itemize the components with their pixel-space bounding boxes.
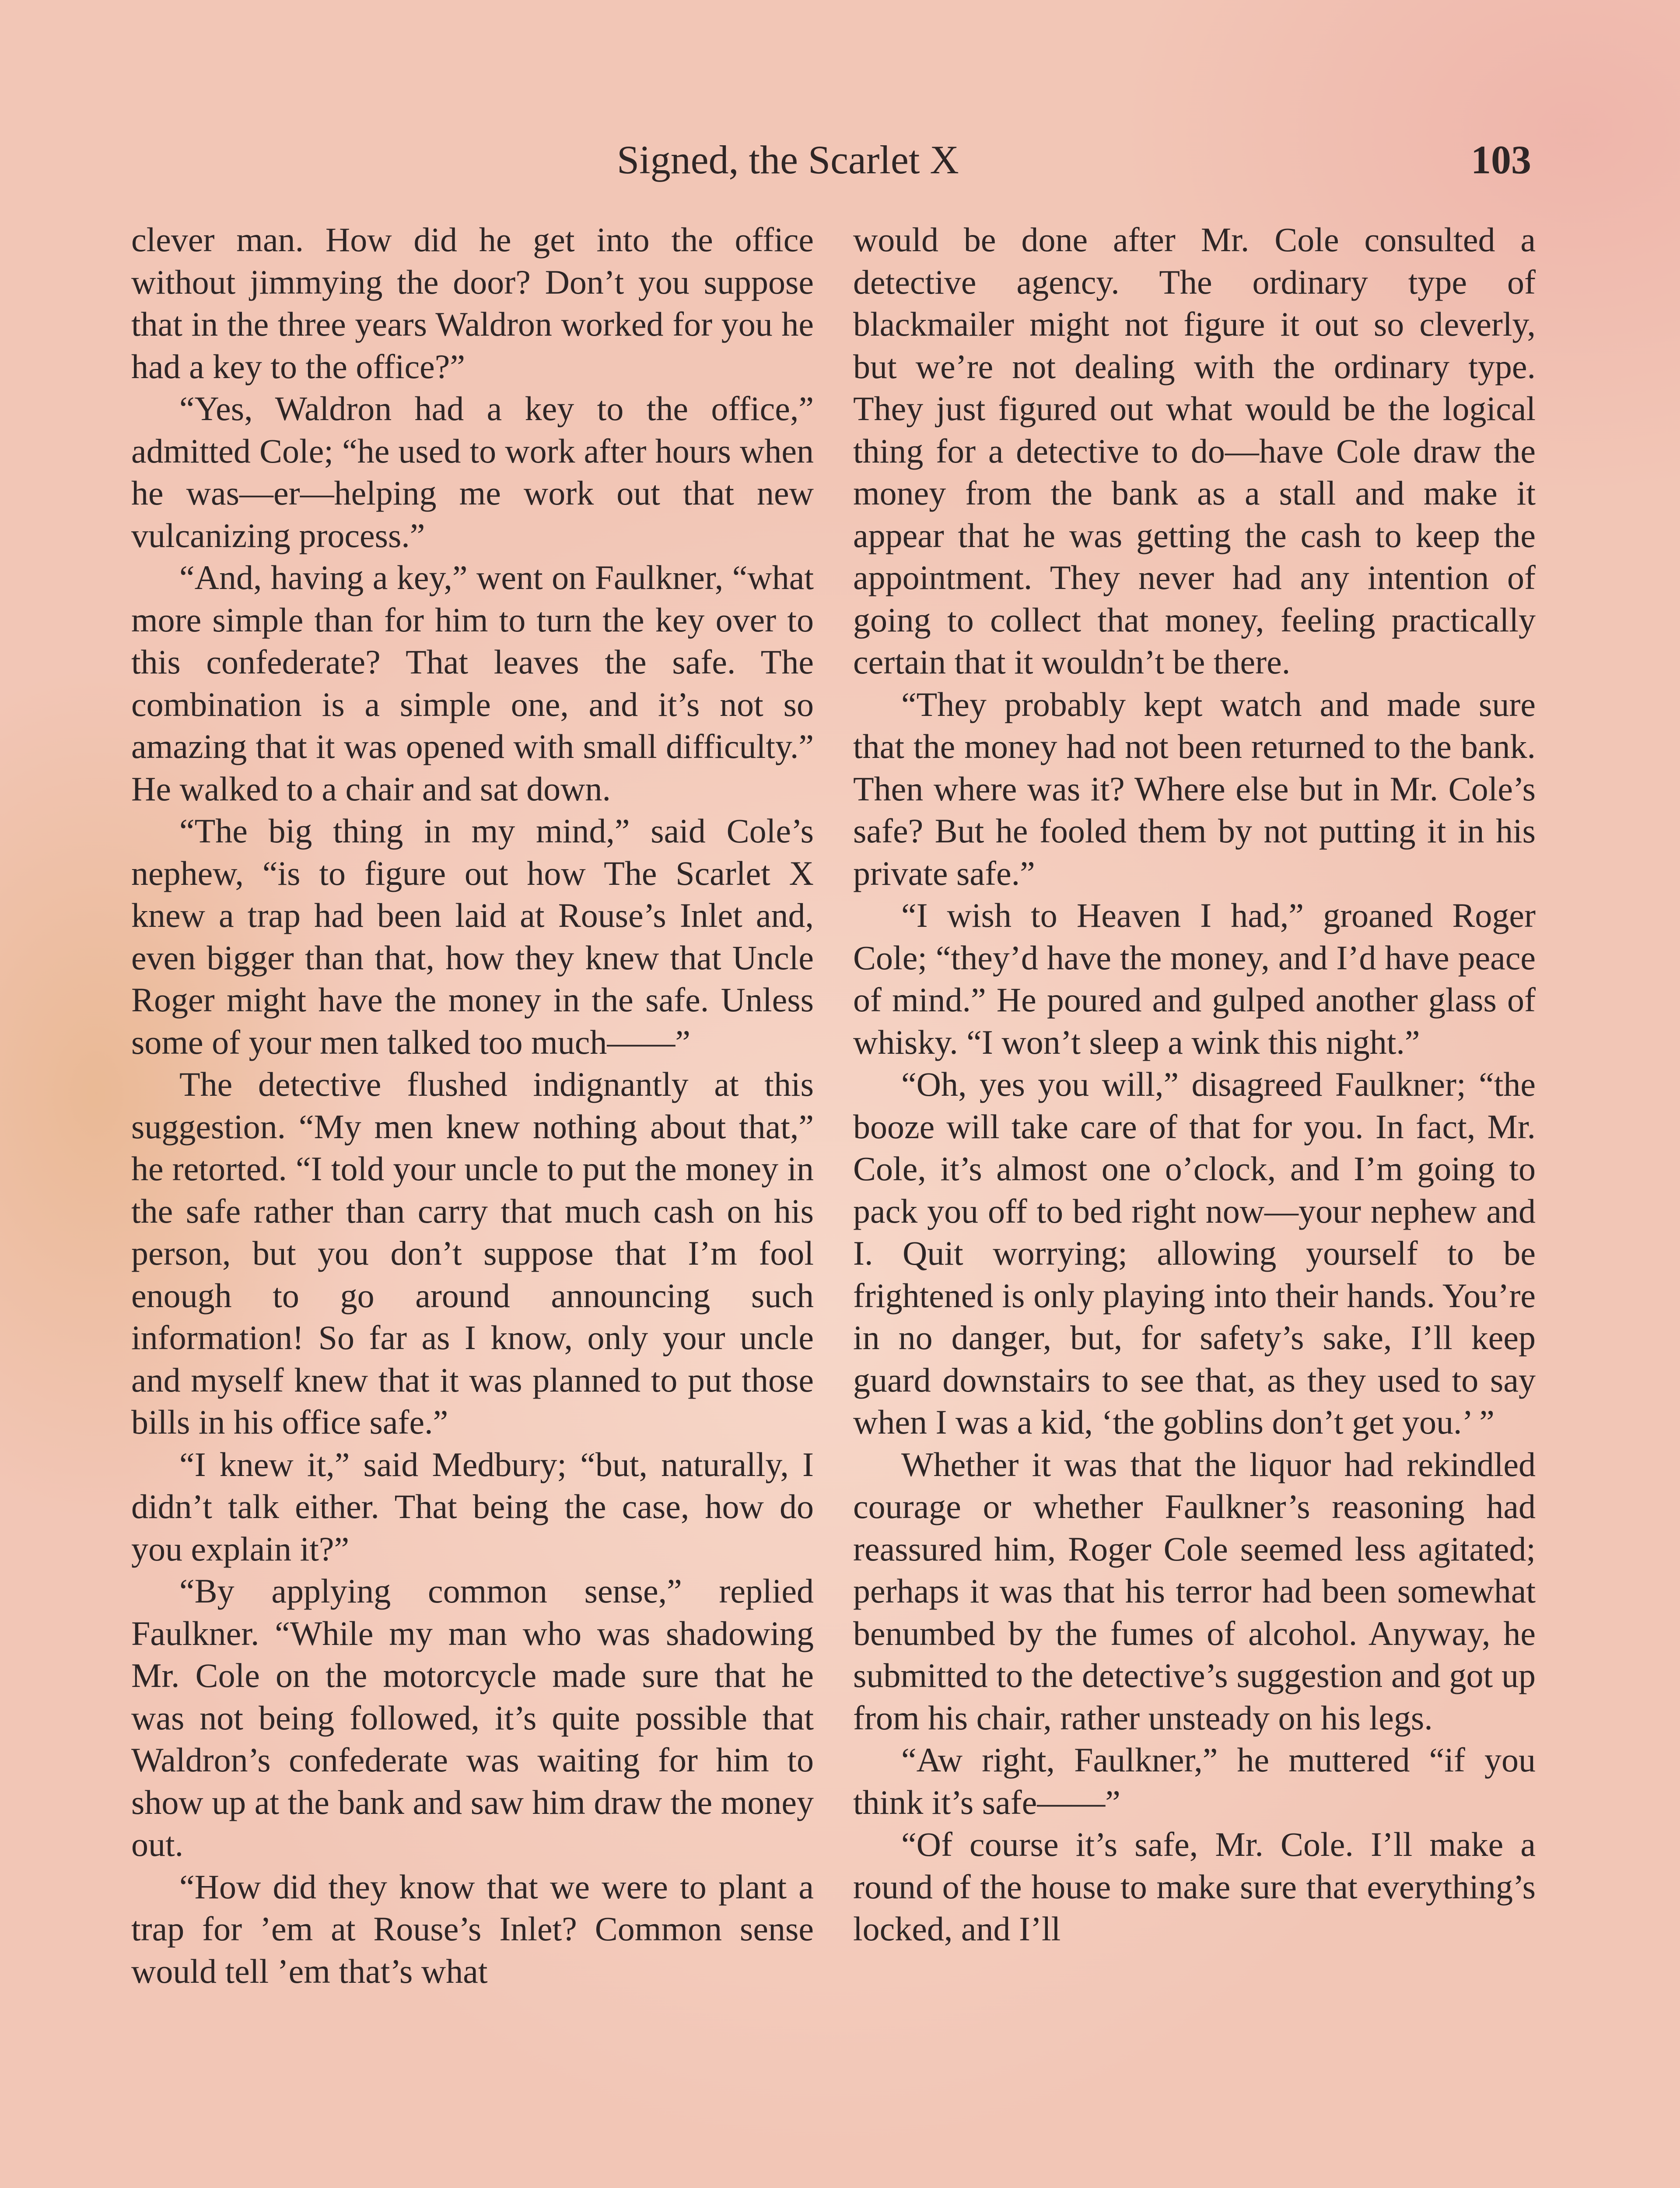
page-number: 103: [1471, 137, 1531, 182]
paragraph: “By applying common sense,” replied Faulkner. “While my man who was shadowing Mr. Cole on the motorcycle made sure that he was not being followed, it’s quite possible that Waldron’s confederate was waiting for him to show up at the bank and saw him draw the money out.: [131, 1572, 814, 1863]
paragraph: Whether it was that the liquor had rekindled courage or whether Faulkner’s reasoning had reassured him, Roger Cole seemed less agitated; perhaps it was that his terror had been somewhat benumbed by the fumes of alcohol. Anyway, he submitted to the detective’s suggestion and got up from his chair, rather unsteady on his legs.: [853, 1445, 1536, 1737]
paragraph: “The big thing in my mind,” said Cole’s nephew, “is to figure out how The Scarlet X knew a trap had been laid at Rouse’s Inlet and, even bigger than that, how they knew that Uncle Roger might have the money in the safe. Unless some of your men talked too much——”: [131, 812, 814, 1061]
paragraph: “I wish to Heaven I had,” groaned Roger Cole; “they’d have the money, and I’d have peace of mind.” He poured and gulped another glass of whisky. “I won’t sleep a wink this night.”: [853, 896, 1536, 1061]
page-header: [617, 131, 1531, 188]
paragraph: The detective flushed indignantly at this suggestion. “My men knew nothing about that,” he retorted. “I told your uncle to put the money in the safe rather than carry that much cash on his person, but you don’t suppose that I’m fool enough to go around announcing such information! So far as I know, only your uncle and myself knew that it was planned to put those bills in his office safe.”: [131, 1065, 814, 1441]
paragraph: “And, having a key,” went on Faulkner, “what more simple than for him to turn the key over to this confederate? That leaves the safe. The combination is a simple one, and it’s not so amazing that it was opened with small difficulty.” He walked to a chair and sat down.: [131, 558, 814, 808]
paragraph: “Yes, Waldron had a key to the office,” admitted Cole; “he used to work after hours when he was—er—helping me work out that new vulcanizing process.”: [131, 389, 814, 554]
paragraph: “Of course it’s safe, Mr. Cole. I’ll make a round of the house to make sure that everything’s locked, and I’ll: [853, 1825, 1536, 1948]
right-column: [853, 219, 1536, 1950]
paragraph: “I knew it,” said Medbury; “but, naturally, I didn’t talk either. That being the case, how do you explain it?”: [131, 1445, 814, 1568]
paragraph: “How did they know that we were to plant a trap for ’em at Rouse’s Inlet? Common sense would tell ’em that’s what: [131, 1867, 814, 1990]
running-title: Signed, the Scarlet X: [617, 137, 959, 182]
paragraph: “Oh, yes you will,” disagreed Faulkner; “the booze will take care of that for you. In fact, Mr. Cole, it’s almost one o’clock, and I’m going to pack you off to bed right now—your nephew and I. Quit worrying; allowing yourself to be frightened is only playing into their hands. You’re in no danger, but, for safety’s sake, I’ll keep guard downstairs to see that, as they used to say when I was a kid, ‘the goblins don’t get you.’ ”: [853, 1065, 1536, 1441]
paragraph: “They probably kept watch and made sure that the money had not been returned to the bank. Then where was it? Where else but in Mr. Cole’s safe? But he fooled them by not putting it in his private safe.”: [853, 685, 1536, 892]
paragraph: “Aw right, Faulkner,” he muttered “if you think it’s safe——”: [853, 1741, 1536, 1821]
left-column: [131, 219, 814, 1992]
paragraph: would be done after Mr. Cole consulted a detective agency. The ordinary type of blackmailer might not figure it out so cleverly, but we’re not dealing with the ordinary type. They just figured out what would be the logical thing for a detective to do—have Cole draw the money from the bank as a stall and make it appear that he was getting the cash to keep the appointment. They never had any intention of going to collect that money, feeling practically certain that it wouldn’t be there.: [853, 221, 1536, 681]
paragraph: clever man. How did he get into the office without jimmying the door? Don’t you suppose that in the three years Waldron worked for you he had a key to the office?”: [131, 221, 814, 386]
